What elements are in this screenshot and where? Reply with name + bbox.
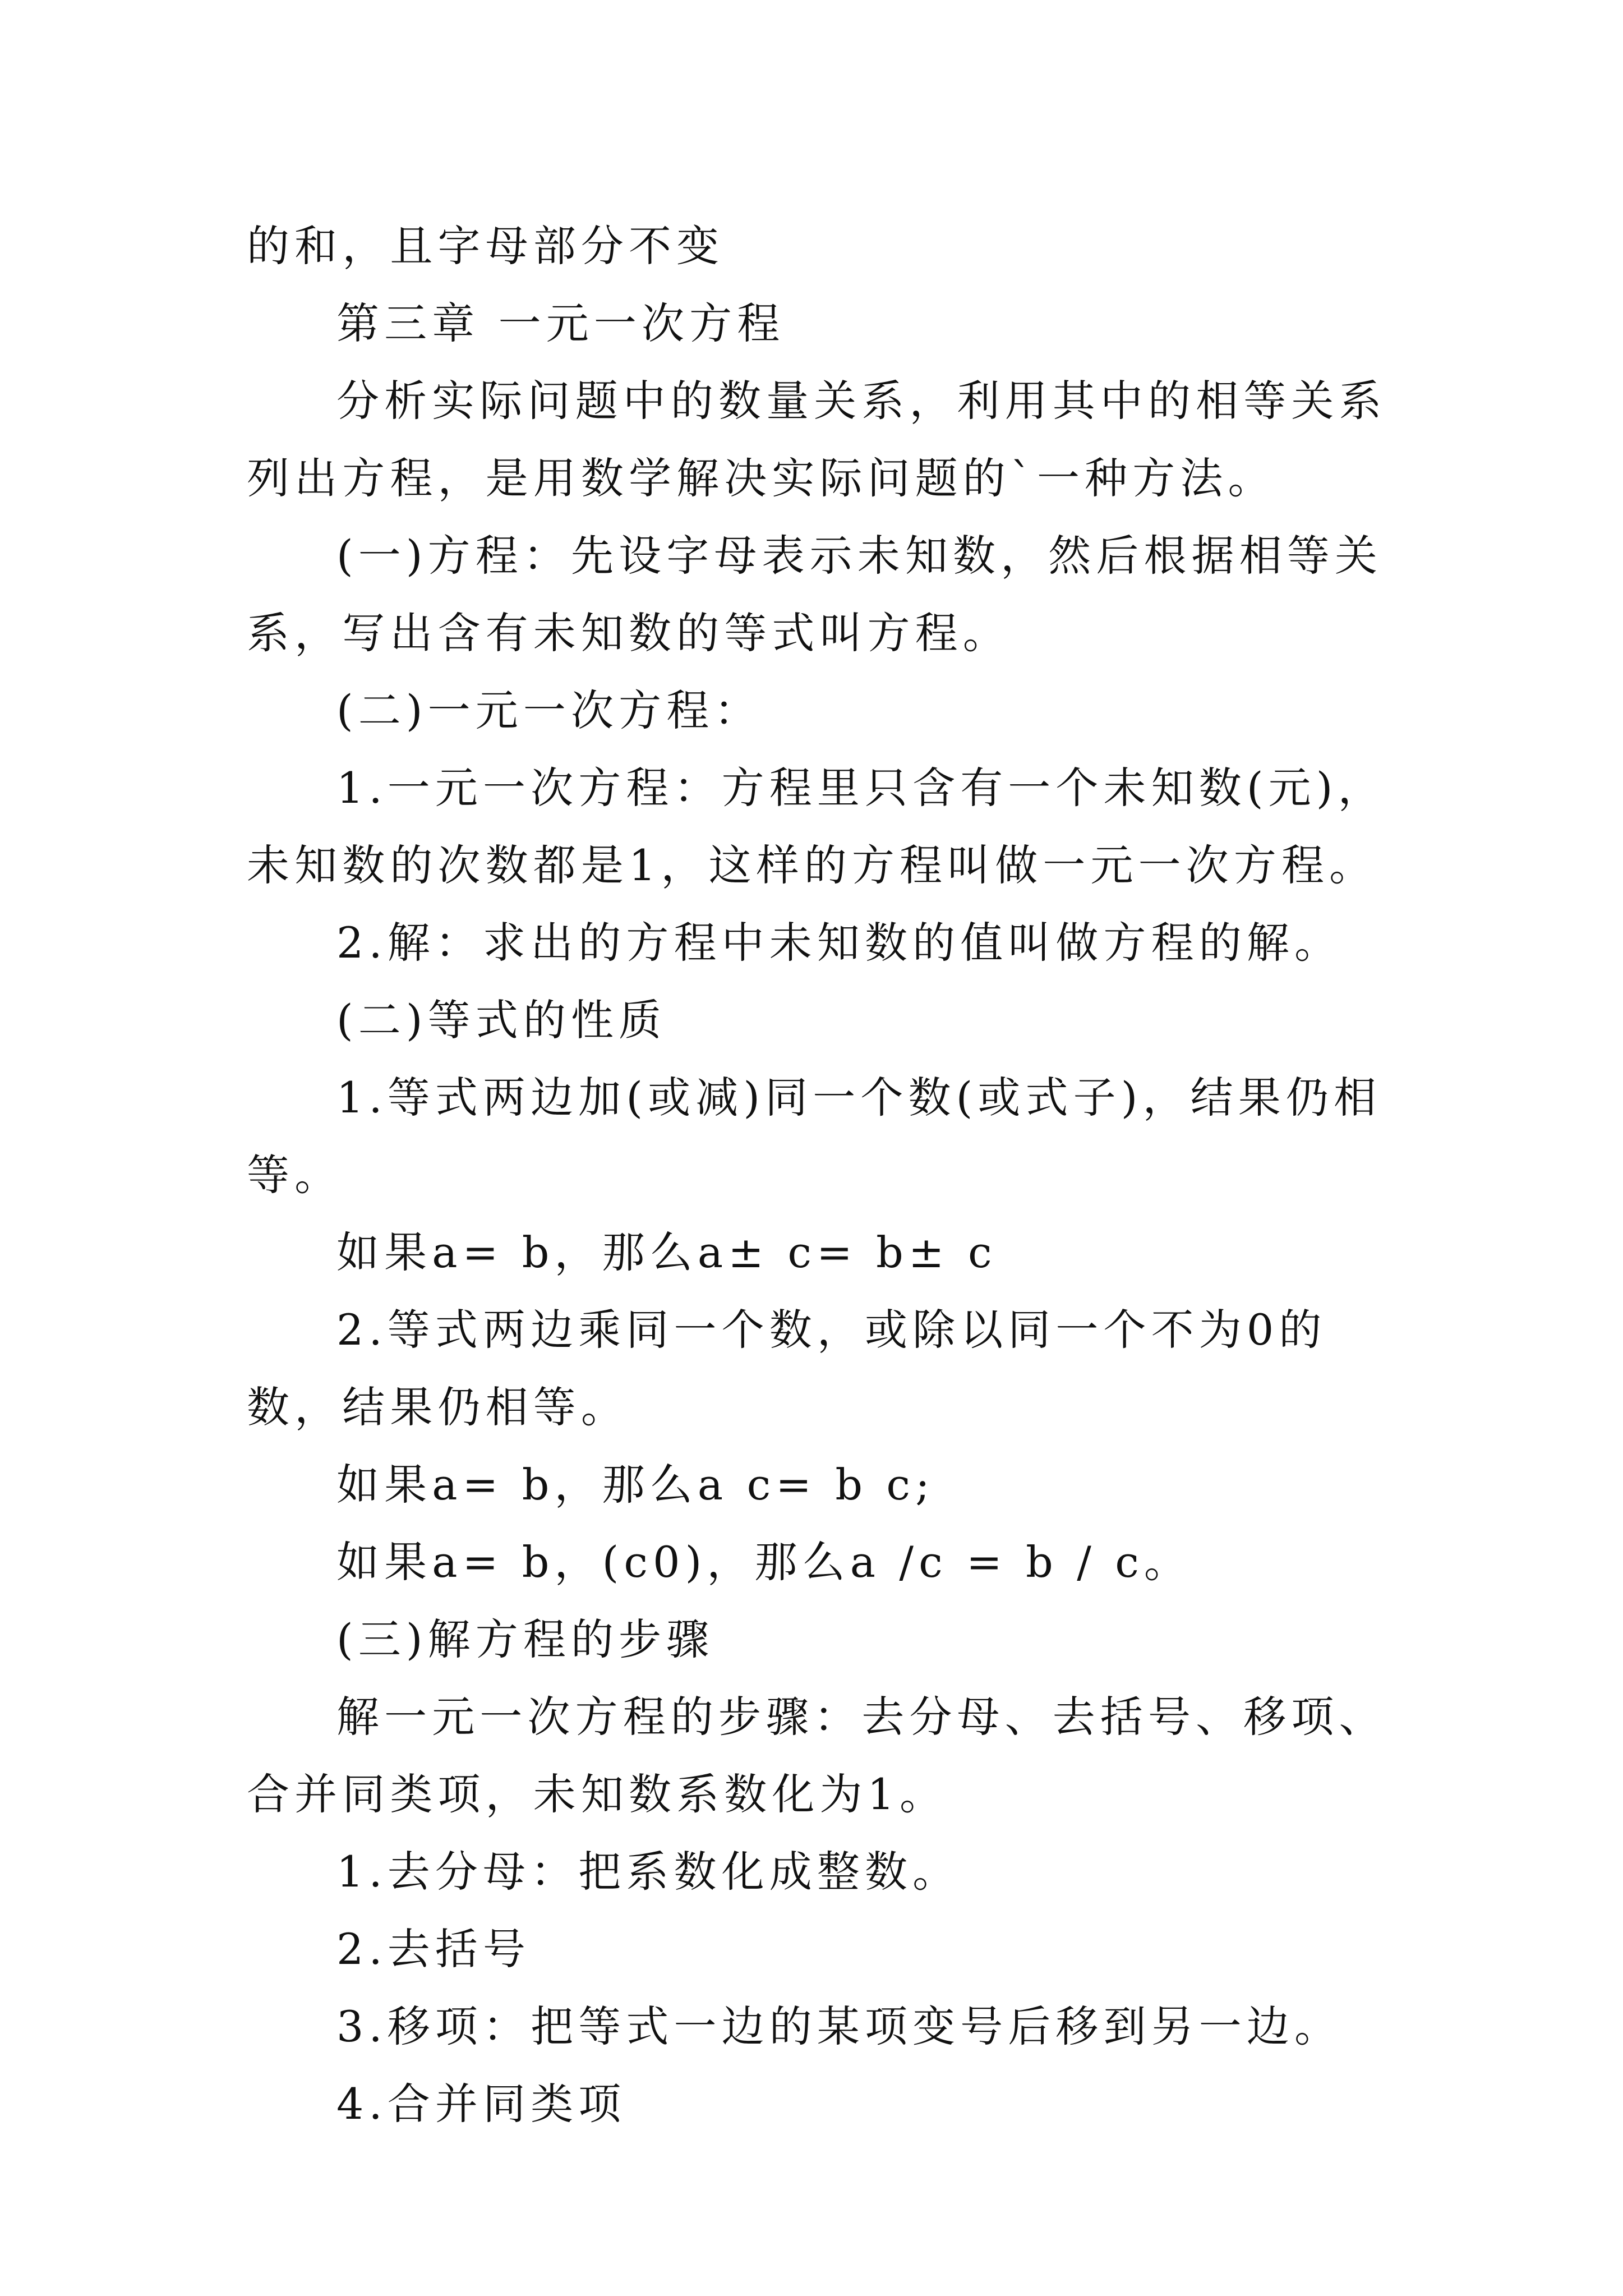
property-one: 1.等式两边加(或减)同一个数(或式子)，结果仍相等。: [247, 1073, 1382, 1200]
property-two-formula-multiply: 如果a= b，那么a c= b c;: [336, 1460, 935, 1510]
section-heading-steps: (三)解方程的步骤: [336, 1614, 714, 1664]
section-heading-linear-equation: (二)一元一次方程：: [336, 685, 762, 735]
property-one-formula: 如果a= b，那么a± c= b± c: [336, 1227, 997, 1277]
paragraph-continuation: 的和，且字母部分不变: [247, 221, 725, 271]
chapter-heading: 第三章 一元一次方程: [336, 298, 785, 348]
steps-summary: 解一元一次方程的步骤：去分母、去括号、移项、合并同类项，未知数系数化为1。: [247, 1692, 1387, 1819]
intro-paragraph: 分析实际问题中的数量关系，利用其中的相等关系列出方程，是用数学解决实际问题的`一种方法。: [247, 376, 1387, 503]
document-body: [247, 208, 1402, 2143]
property-two: 2.等式两边乘同一个数，或除以同一个不为0的数，结果仍相等。: [247, 1305, 1327, 1432]
section-heading-properties: (二)等式的性质: [336, 995, 667, 1045]
equation-definition: (一)方程：先设字母表示未知数，然后根据相等关系，写出含有未知数的等式叫方程。: [247, 531, 1383, 658]
step-four: 4.合并同类项: [336, 2079, 626, 2129]
step-one: 1.去分母：把系数化成整数。: [336, 1847, 961, 1897]
property-two-formula-divide: 如果a= b，(c0)，那么a /c = b / c。: [336, 1537, 1192, 1587]
step-three: 3.移项：把等式一边的某项变号后移到另一边。: [336, 2001, 1343, 2051]
step-two: 2.去括号: [336, 1924, 531, 1974]
solution-definition: 2.解：求出的方程中未知数的值叫做方程的解。: [336, 918, 1343, 968]
linear-equation-definition: 1.一元一次方程：方程里只含有一个未知数(元)，未知数的次数都是1，这样的方程叫做一元一次方程。: [247, 763, 1386, 890]
